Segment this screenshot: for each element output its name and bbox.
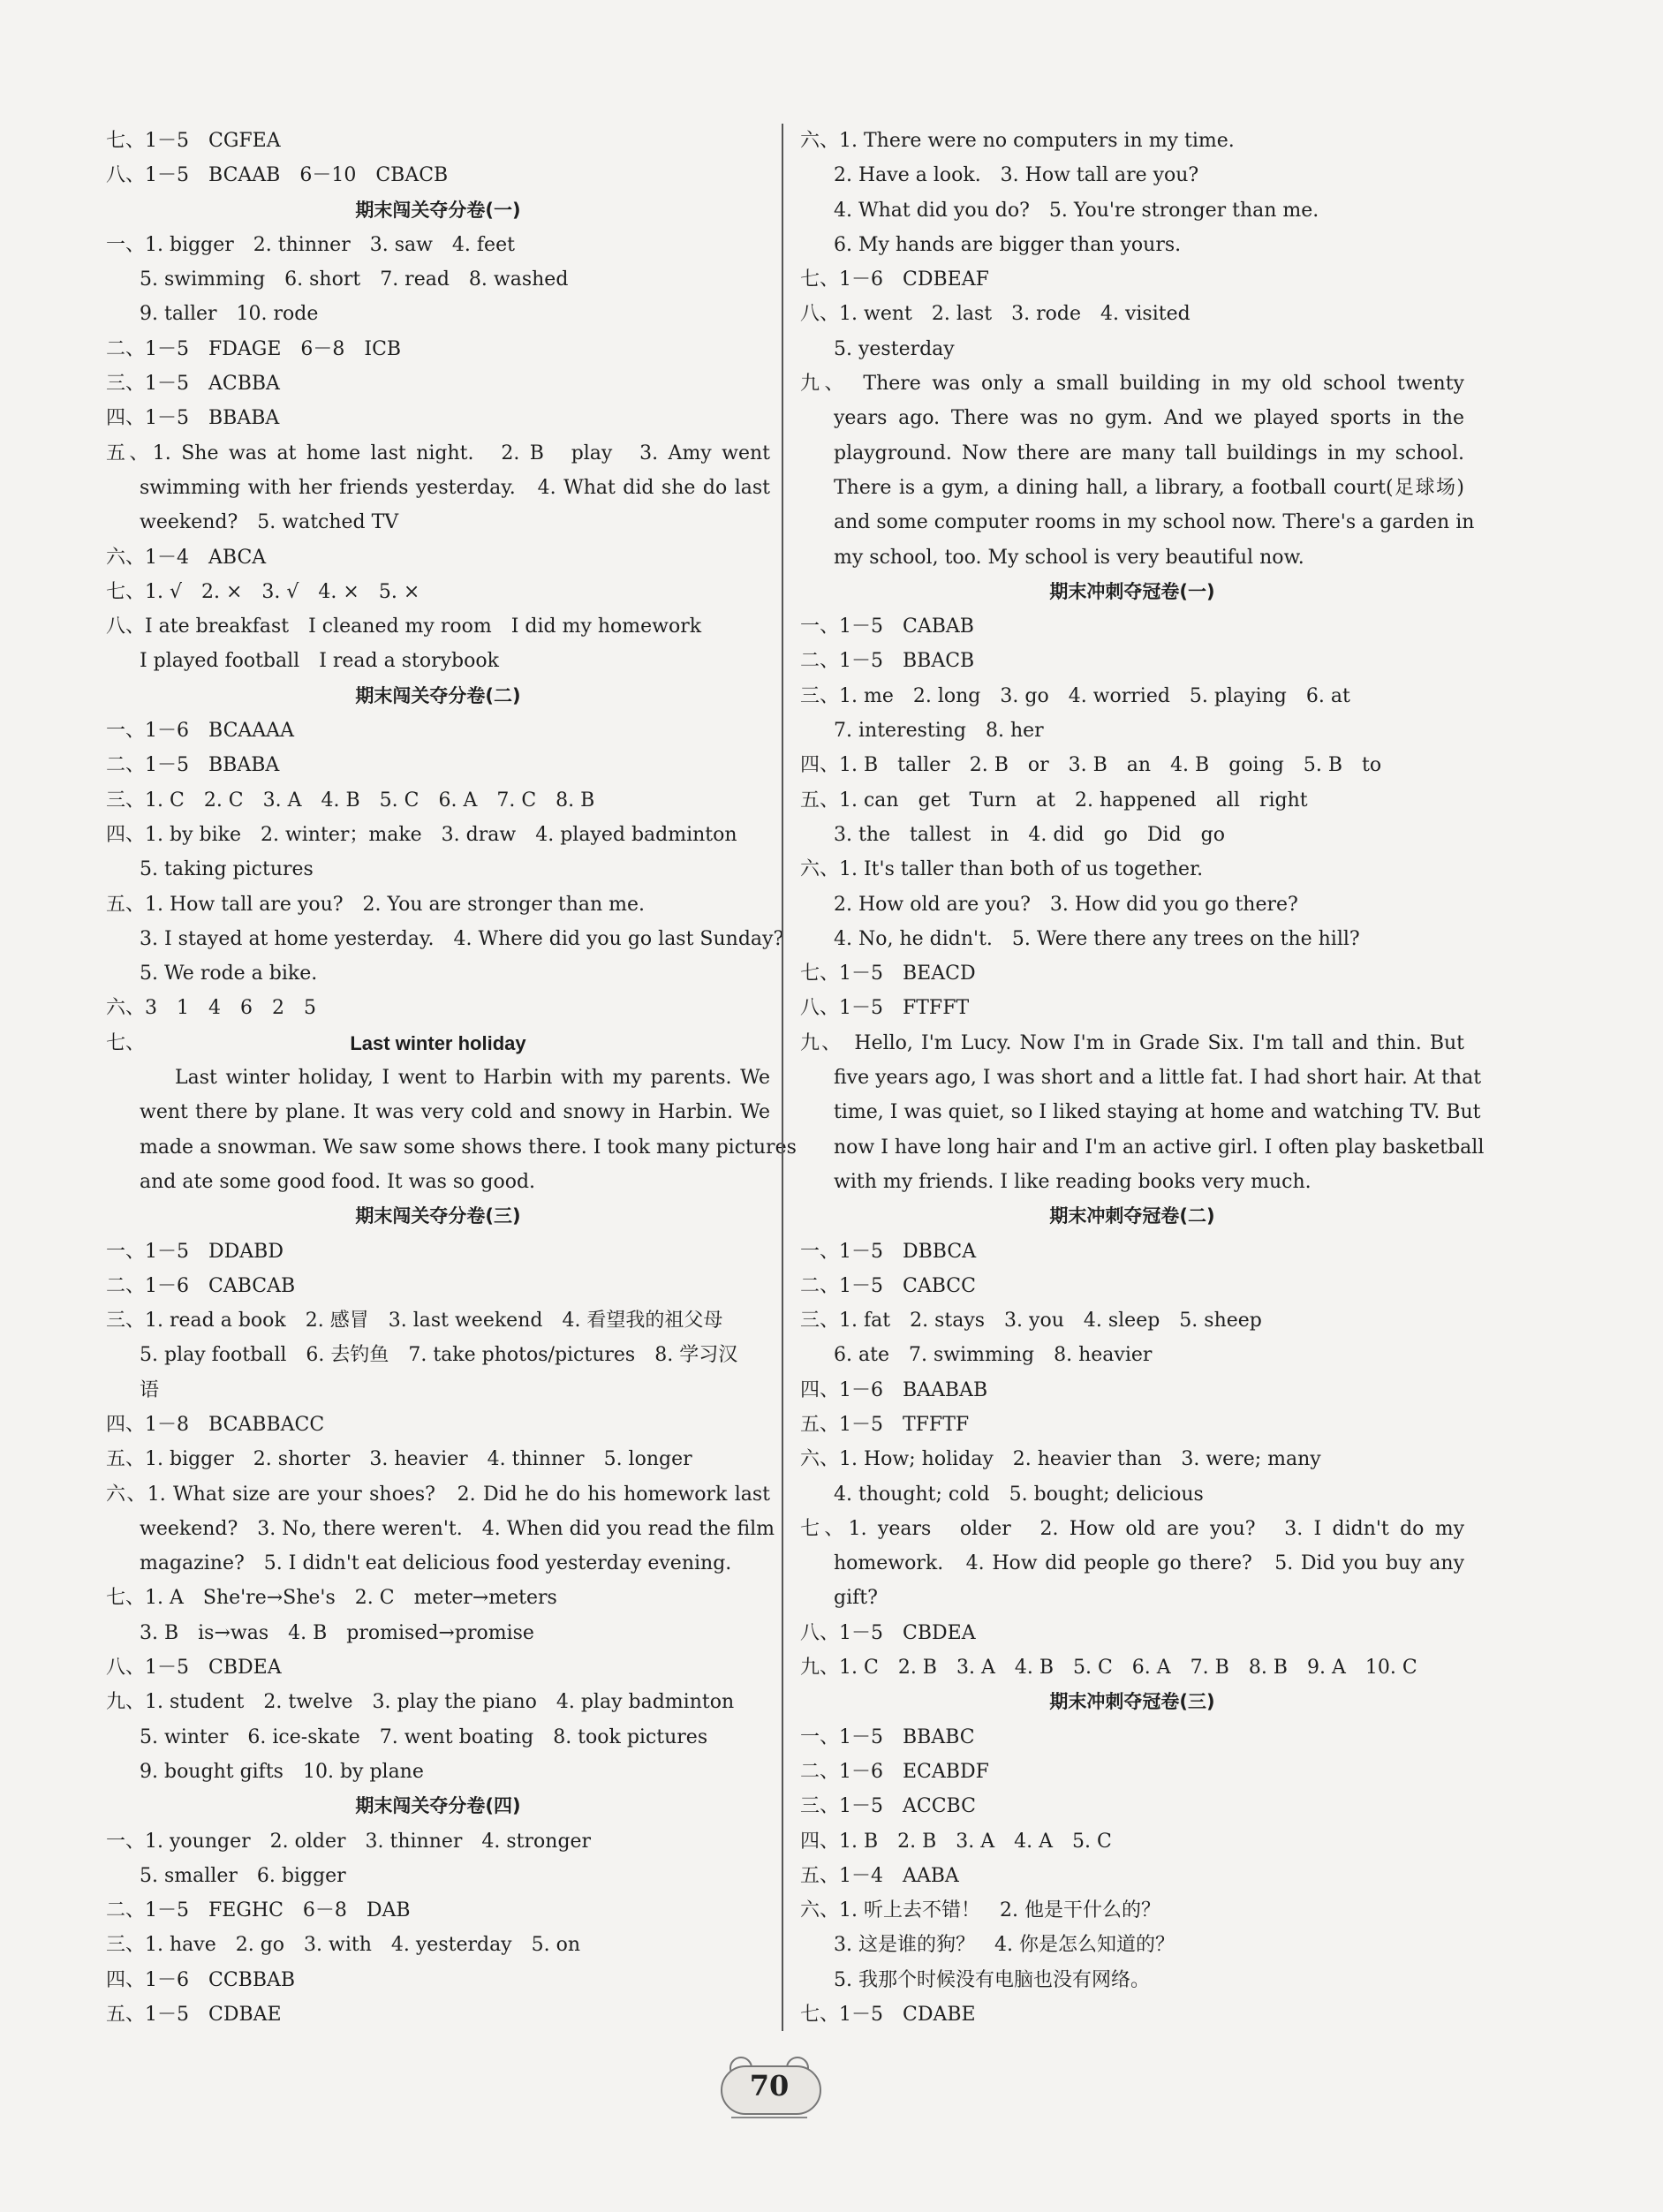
answer-line: 4. thought; cold 5. bought; delicious bbox=[834, 1483, 1204, 1506]
answer-line: 六、1. How; holiday 2. heavier than 3. were; many bbox=[800, 1448, 1321, 1471]
answer-line: 四、1. B 2. B 3. A 4. A 5. C bbox=[800, 1830, 1112, 1853]
answer-line: 七、1－6 CDBEAF bbox=[800, 268, 989, 291]
question-number: 七、 bbox=[106, 1031, 146, 1054]
page-number: 70 bbox=[749, 2069, 790, 2103]
answer-line: 二、1－5 BBABA bbox=[106, 754, 280, 777]
answer-line: 六、1. 听上去不错！ 2. 他是干什么的？ bbox=[800, 1899, 1160, 1922]
answer-line: 一、1－5 CABAB bbox=[800, 615, 974, 638]
answer-line: 一、1－5 DDABD bbox=[106, 1240, 283, 1263]
section-title: 期末冲刺夺冠卷(三) bbox=[1049, 1691, 1215, 1713]
badge-underline bbox=[731, 2117, 807, 2118]
answer-line: 3. 这是谁的狗？ 4. 你是怎么知道的？ bbox=[834, 1934, 1175, 1957]
answer-line: 五、1. She was at home last night. 2. B play 3. Amy went bbox=[106, 442, 770, 464]
answer-line: time, I was quiet, so I liked staying at home and watching TV. But bbox=[834, 1101, 1481, 1124]
answer-line: 三、1. fat 2. stays 3. you 4. sleep 5. sheep bbox=[800, 1310, 1262, 1332]
column-divider bbox=[782, 124, 783, 2031]
answer-line: 九、1. student 2. twelve 3. play the piano 4. play badminton bbox=[106, 1691, 735, 1714]
answer-line: now I have long hair and I'm an active girl. I often play basketball bbox=[834, 1136, 1485, 1159]
answer-line: my school, too. My school is very beautiful now. bbox=[834, 546, 1304, 569]
answer-line: 二、1－6 ECABDF bbox=[800, 1760, 989, 1783]
answer-line: 六、1. It's taller than both of us together. bbox=[800, 858, 1204, 881]
answer-line: 一、1. younger 2. older 3. thinner 4. stronger bbox=[106, 1830, 592, 1853]
answer-line: with my friends. I like reading books very much. bbox=[834, 1170, 1312, 1193]
answer-line: playground. Now there are many tall buildings in my school. bbox=[834, 442, 1464, 464]
answer-line: 八、1－5 CBDEA bbox=[800, 1621, 976, 1644]
answer-line: 5. smaller 6. bigger bbox=[140, 1864, 346, 1887]
answer-line: 4. No, he didn't. 5. Were there any trees on the hill? bbox=[834, 927, 1360, 950]
answer-line: 八、1－5 FTFFT bbox=[800, 997, 970, 1020]
answer-line: weekend? 5. watched TV bbox=[140, 511, 399, 534]
answer-line: Last winter holiday, I went to Harbin with my parents. We bbox=[175, 1067, 770, 1090]
answer-line: 一、1－6 BCAAAA bbox=[106, 720, 294, 743]
answer-line: 6. My hands are bigger than yours. bbox=[834, 233, 1182, 256]
answer-line: 四、1－6 BAABAB bbox=[800, 1378, 988, 1401]
answer-line: 2. How old are you? 3. How did you go there? bbox=[834, 893, 1298, 916]
answer-line: 5. swimming 6. short 7. read 8. washed bbox=[140, 268, 569, 291]
answer-line: weekend? 3. No, there weren't. 4. When did you read the film bbox=[140, 1517, 775, 1540]
answer-line: swimming with her friends yesterday. 4. What did she do last bbox=[140, 476, 770, 499]
answer-line: 5. We rode a bike. bbox=[140, 963, 318, 985]
answer-line: 3. the tallest in 4. did go Did go bbox=[834, 823, 1225, 846]
answer-line: 七、1－5 CGFEA bbox=[106, 130, 281, 152]
answer-line: 七、1. A She're→She's 2. C meter→meters bbox=[106, 1587, 557, 1610]
answer-line: magazine? 5. I didn't eat delicious food yesterday evening. bbox=[140, 1552, 732, 1575]
answer-line: 四、1. B taller 2. B or 3. B an 4. B going 5. B to bbox=[800, 754, 1382, 777]
answer-line: 三、1－5 ACBBA bbox=[106, 373, 280, 396]
answer-line: went there by plane. It was very cold and snowy in Harbin. We bbox=[140, 1101, 770, 1124]
answer-line: 语 bbox=[140, 1378, 160, 1401]
answer-line: 三、1. have 2. go 3. with 4. yesterday 5. on bbox=[106, 1934, 581, 1957]
answer-line: 三、1. C 2. C 3. A 4. B 5. C 6. A 7. C 8. B bbox=[106, 789, 595, 812]
answer-line: and some computer rooms in my school now. There's a garden in bbox=[834, 511, 1475, 534]
right-column bbox=[800, 124, 1485, 2032]
answer-line: 5. 我那个时候没有电脑也没有网络。 bbox=[834, 1968, 1150, 1991]
section-title: 期末闯关夺分卷(二) bbox=[355, 684, 521, 706]
answer-line: 5. play football 6. 去钓鱼 7. take photos/pictures 8. 学习汉 bbox=[140, 1344, 738, 1367]
section-title: 期末闯关夺分卷(一) bbox=[355, 199, 521, 221]
answer-line: 二、1－5 FDAGE 6－8 ICB bbox=[106, 337, 402, 360]
answer-line: 六、1. There were no computers in my time. bbox=[800, 130, 1235, 152]
answer-line: 七、1. √ 2. × 3. √ 4. × 5. × bbox=[106, 580, 420, 603]
answer-line: 三、1－5 ACCBC bbox=[800, 1795, 976, 1818]
answer-line: 六、1. What size are your shoes? 2. Did he do his homework last bbox=[106, 1483, 770, 1506]
answer-line: 一、1－5 BBABC bbox=[800, 1725, 975, 1748]
answer-line: 七、1. years older 2. How old are you? 3. I didn't do my bbox=[800, 1517, 1464, 1540]
answer-line: 9. bought gifts 10. by plane bbox=[140, 1760, 424, 1783]
answer-line: and ate some good food. It was so good. bbox=[140, 1170, 536, 1193]
section-title: 期末冲刺夺冠卷(二) bbox=[1049, 1205, 1215, 1227]
section-title: 期末闯关夺分卷(四) bbox=[355, 1795, 521, 1817]
answer-line: made a snowman. We saw some shows there. I took many pictures bbox=[140, 1136, 797, 1159]
answer-line: 一、1－5 DBBCA bbox=[800, 1240, 977, 1263]
answer-line: 9. taller 10. rode bbox=[140, 303, 319, 326]
answer-line: 5. taking pictures bbox=[140, 858, 314, 881]
section-title: 期末冲刺夺冠卷(一) bbox=[1049, 580, 1215, 602]
answer-line: 四、1－8 BCABBACC bbox=[106, 1413, 325, 1436]
answer-line: 二、1－5 CABCC bbox=[800, 1274, 976, 1297]
answer-line: 四、1. by bike 2. winter；make 3. draw 4. played badminton bbox=[106, 823, 737, 846]
answer-line: 九、 There was only a small building in my old school twenty bbox=[800, 373, 1464, 396]
answer-line: 五、1. bigger 2. shorter 3. heavier 4. thinner 5. longer bbox=[106, 1448, 692, 1471]
answer-line: 5. yesterday bbox=[834, 337, 955, 360]
answer-line: There is a gym, a dining hall, a library, a football court(足球场) bbox=[834, 476, 1464, 499]
answer-line: 4. What did you do? 5. You're stronger than me. bbox=[834, 199, 1319, 222]
answer-line: 二、1－6 CABCAB bbox=[106, 1274, 296, 1297]
answer-line: 八、1. went 2. last 3. rode 4. visited bbox=[800, 303, 1191, 326]
answer-line: 九、 Hello, I'm Lucy. Now I'm in Grade Six. I'm tall and thin. But bbox=[800, 1031, 1464, 1054]
answer-line: 四、1－5 BBABA bbox=[106, 407, 280, 430]
answer-line: 四、1－6 CCBBAB bbox=[106, 1968, 296, 1991]
answer-line: 二、1－5 BBACB bbox=[800, 650, 975, 673]
essay-title: Last winter holiday bbox=[350, 1031, 526, 1054]
answer-line: 五、1. can get Turn at 2. happened all right bbox=[800, 789, 1308, 812]
answer-line: 6. ate 7. swimming 8. heavier bbox=[834, 1344, 1153, 1367]
answer-line: 五、1－5 TFFTF bbox=[800, 1413, 970, 1436]
answer-line: 5. winter 6. ice-skate 7. went boating 8. took pictures bbox=[140, 1725, 708, 1748]
answer-line: 五、1. How tall are you? 2. You are stronger than me. bbox=[106, 893, 646, 916]
answer-line: 三、1. read a book 2. 感冒 3. last weekend 4. 看望我的祖父母 bbox=[106, 1310, 723, 1332]
answer-line: 八、1－5 BCAAB 6－10 CBACB bbox=[106, 164, 449, 187]
answer-line: 六、1－4 ABCA bbox=[106, 546, 267, 569]
answer-line: 一、1. bigger 2. thinner 3. saw 4. feet bbox=[106, 233, 515, 256]
answer-line: 3. B is→was 4. B promised→promise bbox=[140, 1621, 534, 1644]
answer-line: homework. 4. How did people go there? 5. Did you buy any bbox=[834, 1552, 1464, 1575]
answer-line: 九、1. C 2. B 3. A 4. B 5. C 6. A 7. B 8. B 9. A 10. C bbox=[800, 1657, 1417, 1680]
essay-heading-line bbox=[106, 1026, 770, 1061]
answer-line: 八、1－5 CBDEA bbox=[106, 1657, 282, 1680]
answer-line: gift? bbox=[834, 1587, 878, 1610]
answer-line: 七、1－5 BEACD bbox=[800, 963, 976, 985]
section-title: 期末闯关夺分卷(三) bbox=[355, 1205, 521, 1227]
answer-line: 五、1－4 AABA bbox=[800, 1864, 959, 1887]
page-number-badge bbox=[714, 2053, 825, 2124]
answer-line: 七、1－5 CDABE bbox=[800, 2004, 976, 2027]
answer-line: 二、1－5 FEGHC 6－8 DAB bbox=[106, 1899, 411, 1922]
answer-line: 7. interesting 8. her bbox=[834, 720, 1044, 743]
answer-line: 三、1. me 2. long 3. go 4. worried 5. playing 6. at bbox=[800, 684, 1350, 707]
answer-line: years ago. There was no gym. And we played sports in the bbox=[834, 407, 1464, 430]
answer-line: 六、3 1 4 6 2 5 bbox=[106, 997, 316, 1020]
answer-line: 2. Have a look. 3. How tall are you? bbox=[834, 164, 1199, 187]
left-column bbox=[106, 124, 797, 2032]
answer-line: 八、I ate breakfast I cleaned my room I did my homework bbox=[106, 615, 702, 638]
answer-line: 五、1－5 CDBAE bbox=[106, 2004, 282, 2027]
answer-line: 3. I stayed at home yesterday. 4. Where did you go last Sunday? bbox=[140, 927, 784, 950]
answer-line: I played football I read a storybook bbox=[140, 650, 499, 673]
answer-line: five years ago, I was short and a little fat. I had short hair. At that bbox=[834, 1067, 1482, 1090]
